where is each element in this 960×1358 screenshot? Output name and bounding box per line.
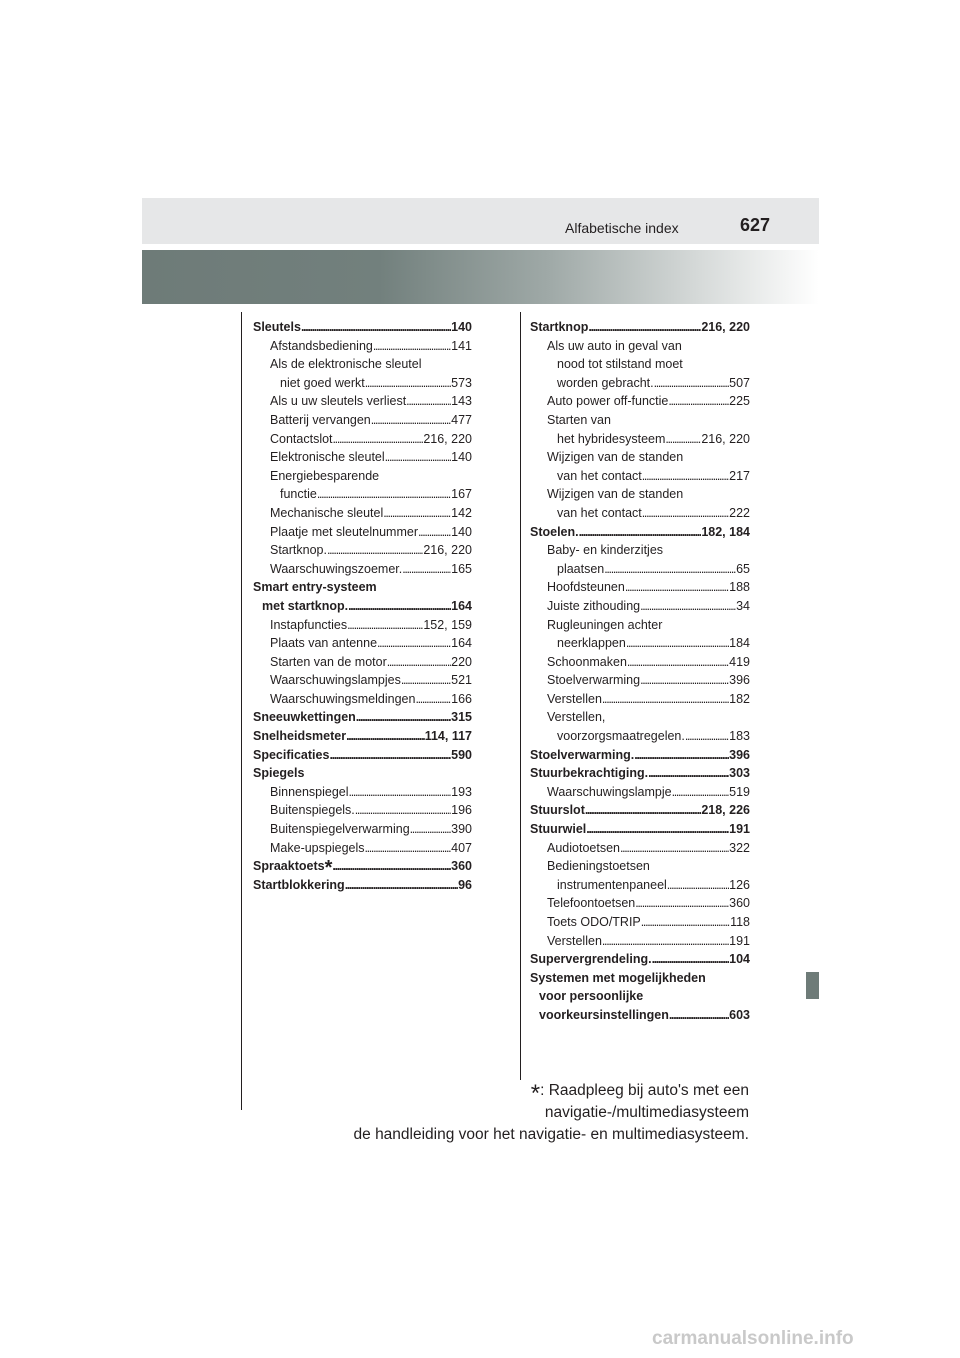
index-entry: [253, 708, 472, 727]
entry-term: Buitenspiegels.: [270, 803, 355, 818]
entry-term: Sneeuwkettingen: [253, 710, 356, 725]
dot-leader: [586, 820, 729, 839]
entry-term: Starten van de motor: [270, 654, 387, 669]
dot-leader: [685, 727, 729, 746]
dot-leader: [418, 523, 451, 542]
index-entry: Wijzigen van de standen: [547, 450, 684, 465]
page-reference: 193: [451, 784, 472, 799]
section-title: Alfabetische index: [565, 220, 679, 236]
index-entry: Energiebesparende: [270, 468, 380, 483]
index-entry: [530, 876, 750, 895]
index-entry: Systemen met mogelijkheden: [530, 970, 706, 985]
dot-leader: [604, 560, 736, 579]
page-reference: 519: [729, 784, 750, 799]
entry-term: Spraaktoets: [253, 859, 325, 874]
entry-term: Hoofdsteunen: [547, 580, 625, 595]
page-reference: 140: [451, 320, 472, 334]
page-reference: 126: [729, 877, 750, 892]
index-entry: [253, 541, 472, 560]
index-entry: [530, 783, 750, 802]
dot-leader: [588, 318, 701, 337]
page-reference: 220: [451, 654, 472, 669]
index-entry: [530, 523, 750, 542]
page-reference: 396: [729, 673, 750, 688]
footnote-text-1: : Raadpleeg bij auto's met een navigatie-/multimediasysteem: [540, 1082, 749, 1121]
index-entry: [253, 318, 472, 337]
index-entry: Wijzigen van de standen: [547, 487, 684, 502]
index-entry: Verstellen,: [547, 710, 606, 725]
entry-term: Sleutels: [253, 320, 301, 334]
page-reference: 182, 184: [701, 524, 750, 539]
dot-leader: [402, 560, 451, 579]
page-reference: 196: [451, 803, 472, 818]
page-reference: 218, 226: [701, 803, 750, 818]
entry-term: Waarschuwingslampje: [547, 784, 672, 799]
entry-term: Make-upspiegels: [270, 840, 365, 855]
dot-leader: [356, 708, 451, 727]
chapter-tab: [806, 972, 819, 999]
page-reference: 407: [451, 840, 472, 855]
dot-leader: [345, 876, 458, 895]
dot-leader: [634, 746, 729, 765]
index-entry: Als de elektronische sleutel: [270, 357, 422, 372]
index-entry: [530, 467, 750, 486]
dot-leader: [377, 634, 451, 653]
dot-leader: [365, 839, 452, 858]
index-entry: [253, 746, 472, 765]
page-reference: 118: [730, 915, 750, 929]
page-reference: 114, 117: [424, 729, 472, 744]
entry-term: van het contact: [557, 468, 642, 483]
entry-term: niet goed werkt: [280, 375, 365, 390]
index-entry: [530, 374, 750, 393]
dot-leader: [373, 337, 451, 356]
entry-term: Auto power off-functie: [547, 394, 669, 409]
dot-leader: [365, 374, 451, 393]
index-entry: [530, 894, 750, 913]
dot-leader: [406, 392, 451, 411]
entry-term: Toets ODO/TRIP: [547, 915, 641, 929]
page-reference: 191: [729, 822, 750, 837]
entry-term: Contactslot: [270, 431, 333, 446]
entry-term: Plaats van antenne: [270, 636, 378, 651]
dot-leader: [642, 504, 729, 523]
entry-term: Waarschuwingslampjes: [270, 673, 401, 688]
page-reference: 164: [451, 636, 472, 651]
dot-leader: [635, 894, 729, 913]
entry-term: Afstandsbediening: [270, 338, 373, 353]
index-entry: Smart entry-systeem: [253, 580, 377, 595]
index-entry: [253, 690, 472, 709]
dot-leader: [585, 801, 701, 820]
page-reference: 183: [729, 729, 750, 744]
dot-leader: [327, 541, 423, 560]
entry-term: met startknop.: [262, 598, 349, 613]
dot-leader: [665, 430, 701, 449]
entry-term: instrumentenpaneel: [557, 877, 667, 892]
entry-term: Supervergrendeling.: [530, 952, 652, 967]
entry-term: Waarschuwingszoemer.: [270, 561, 403, 576]
index-entry: [253, 411, 472, 430]
entry-term: plaatsen: [557, 561, 605, 576]
entry-term: Elektronische sleutel: [270, 450, 385, 465]
index-entry: [253, 876, 472, 895]
index-entry: [530, 950, 750, 969]
page-reference: 167: [451, 487, 472, 502]
entry-term: Stoelverwarming.: [530, 747, 635, 762]
entry-term: worden gebracht.: [557, 375, 654, 390]
page-reference: 322: [729, 840, 750, 855]
entry-term: Binnenspiegel: [270, 784, 349, 799]
index-entry: Bedieningstoetsen: [547, 859, 650, 874]
dot-leader: [672, 783, 730, 802]
index-entry: voor persoonlijke: [539, 989, 644, 1004]
dot-leader: [668, 392, 729, 411]
index-entry: [253, 671, 472, 690]
page-number: 627: [740, 215, 771, 235]
entry-term: Specificaties: [253, 747, 330, 762]
entry-term: Stuurslot: [530, 803, 585, 818]
page-reference: 216, 220: [423, 543, 472, 558]
dot-leader: [627, 653, 729, 672]
entry-term: voorzorgsmaatregelen.: [557, 729, 685, 744]
dot-leader: [620, 839, 729, 858]
index-entry: Baby- en kinderzitjes: [547, 543, 664, 558]
dot-leader: [667, 876, 729, 895]
page-reference: 65: [736, 561, 750, 576]
dot-leader: [602, 690, 729, 709]
page-reference: 34: [736, 598, 750, 613]
index-entry: [253, 392, 472, 411]
index-entry: [530, 932, 750, 951]
entry-term: Verstellen: [547, 933, 602, 948]
entry-term: van het contact: [557, 505, 642, 520]
footnote: [330, 1080, 749, 1146]
page-reference: 315: [451, 710, 472, 725]
index-entry: Spraaktoets * . . . 360: [253, 857, 472, 876]
header-band: [142, 198, 819, 244]
footnote-line-2: de handleiding voor het navigatie- en multimediasysteem.: [353, 1126, 749, 1143]
entry-term: functie: [280, 487, 317, 502]
index-entry: [253, 523, 472, 542]
index-entry: [530, 690, 750, 709]
index-entry: [530, 634, 750, 653]
page-reference: 477: [451, 412, 472, 427]
page-reference: 603: [729, 1007, 750, 1022]
page-reference: 182: [729, 691, 750, 706]
index-entry: Spiegels: [253, 766, 305, 781]
dot-leader: [641, 913, 730, 932]
index-entry: [253, 430, 472, 449]
entry-term: Startblokkering: [253, 877, 345, 892]
index-entry: Rugleuningen achter: [547, 617, 663, 632]
page-reference: 390: [451, 822, 472, 837]
page-reference: 396: [729, 747, 750, 762]
index-entry: [530, 839, 750, 858]
index-entry: [530, 560, 750, 579]
index-entry: [530, 1006, 750, 1025]
index-entry: [530, 913, 750, 932]
entry-term: Mechanische sleutel: [270, 505, 384, 520]
dot-leader: [329, 746, 451, 765]
entry-term: Buitenspiegelverwarming: [270, 822, 410, 837]
page-reference: 216, 220: [701, 431, 750, 446]
index-entry: [253, 597, 472, 616]
index-entry: [253, 560, 472, 579]
page-reference: 521: [451, 673, 472, 688]
dot-leader: [648, 764, 729, 783]
index-entry: [530, 801, 750, 820]
dot-leader: [383, 504, 451, 523]
entry-term: Instapfuncties: [270, 617, 348, 632]
page-reference: 303: [729, 766, 750, 781]
entry-term: Stuurwiel: [530, 822, 587, 837]
dot-leader: [640, 671, 729, 690]
index-entry: [530, 671, 750, 690]
entry-term: Verstellen: [547, 691, 602, 706]
page-reference: 222: [729, 505, 750, 520]
page-reference: 166: [451, 691, 472, 706]
page-reference: 140: [451, 450, 472, 465]
index-entry: [253, 616, 472, 635]
entry-term: Batterij vervangen: [270, 412, 371, 427]
page-reference: 141: [451, 338, 472, 353]
index-entry: [530, 820, 750, 839]
page-reference: 164: [451, 598, 472, 613]
index-entry: [253, 448, 472, 467]
dot-leader: [669, 1006, 729, 1025]
dot-leader: [348, 597, 451, 616]
entry-term: Startknop: [530, 320, 589, 334]
entry-term: Stuurbekrachtiging.: [530, 766, 649, 781]
index-entry: [253, 504, 472, 523]
index-entry: [253, 783, 472, 802]
index-entry: [530, 764, 750, 783]
page-reference: 216, 220: [701, 320, 750, 334]
entry-term: Schoonmaken: [547, 654, 627, 669]
dot-leader: [332, 857, 451, 876]
index-entry: [530, 727, 750, 746]
index-entry: [253, 485, 472, 504]
dot-leader: [652, 950, 730, 969]
index-entry: [530, 504, 750, 523]
entry-term: Audiotoetsen: [547, 840, 620, 855]
page-reference: 507: [729, 375, 750, 390]
index-entry: [253, 801, 472, 820]
entry-term: Waarschuwingsmeldingen: [270, 691, 416, 706]
entry-term: Stoelen.: [530, 524, 579, 539]
page-reference: 152, 159: [423, 617, 472, 632]
page-reference: 590: [451, 747, 472, 762]
index-entry: [530, 653, 750, 672]
index-entry: [253, 727, 472, 746]
index-entry: [530, 746, 750, 765]
dot-leader: [387, 653, 451, 672]
index-entry: Starten van: [547, 412, 611, 427]
page-reference: 225: [729, 394, 750, 409]
dot-leader: [640, 597, 736, 616]
entry-term: Als u uw sleutels verliest: [270, 394, 407, 409]
page-reference: 140: [451, 524, 472, 539]
page-reference: 188: [729, 580, 750, 595]
watermark: carmanualsonline.info: [652, 1328, 854, 1349]
page-reference: 360: [451, 859, 472, 874]
dot-leader: [401, 671, 451, 690]
index-entry: [253, 374, 472, 393]
footnote-line-1: [330, 1080, 749, 1124]
center-divider: [520, 312, 521, 1080]
index-column-right: [530, 318, 750, 1025]
dot-leader: [301, 318, 451, 337]
page-reference: 573: [451, 375, 472, 390]
entry-term: Juiste zithouding: [547, 598, 641, 613]
index-entry: [530, 430, 750, 449]
page-reference: 143: [451, 394, 472, 409]
index-entry: [530, 597, 750, 616]
index-entry: [253, 653, 472, 672]
dot-leader: [415, 690, 451, 709]
page-reference: 142: [451, 505, 472, 520]
page-reference: 184: [729, 636, 750, 651]
dot-leader: [385, 448, 451, 467]
dot-leader: [349, 783, 452, 802]
page-reference: 217: [729, 468, 750, 483]
dot-leader: [654, 374, 730, 393]
entry-term: Snelheidsmeter: [253, 729, 347, 744]
index-entry: nood tot stilstand moet: [557, 357, 683, 372]
page-reference: 104: [729, 952, 750, 967]
entry-term: het hybridesysteem: [557, 431, 666, 446]
entry-term: neerklappen: [557, 636, 626, 651]
dot-leader: [579, 523, 702, 542]
dot-leader: [347, 616, 423, 635]
dot-leader: [626, 634, 729, 653]
dot-leader: [410, 820, 451, 839]
page-reference: 191: [729, 933, 750, 948]
index-entry: [253, 337, 472, 356]
dot-leader: [346, 727, 425, 746]
dot-leader: [602, 932, 729, 951]
index-entry: [530, 392, 750, 411]
dot-leader: [333, 430, 424, 449]
dot-leader: [625, 578, 729, 597]
entry-term: voorkeursinstellingen: [539, 1007, 669, 1022]
index-entry: [253, 839, 472, 858]
page-reference: 216, 220: [423, 431, 472, 446]
dot-leader: [317, 485, 451, 504]
index-entry: [253, 820, 472, 839]
page-reference: 419: [729, 654, 750, 669]
index-entry: Als uw auto in geval van: [547, 338, 682, 353]
index-entry: [253, 634, 472, 653]
index-column-left: [253, 318, 472, 894]
footnote-star: *: [530, 1080, 541, 1107]
entry-term: Telefoontoetsen: [547, 896, 636, 911]
dot-leader: [355, 801, 451, 820]
dot-leader: [642, 467, 729, 486]
page-reference: 96: [458, 877, 472, 892]
entry-term: Stoelverwarming: [547, 673, 641, 688]
dot-leader: [371, 411, 451, 430]
left-divider: [241, 312, 242, 1110]
page-reference: 360: [729, 896, 750, 911]
entry-term: Startknop.: [270, 543, 327, 558]
page-reference: 165: [451, 561, 472, 576]
index-entry: [530, 578, 750, 597]
entry-term: Plaatje met sleutelnummer: [270, 524, 418, 539]
index-entry: [530, 318, 750, 337]
decorative-gradient-band: [142, 250, 819, 304]
